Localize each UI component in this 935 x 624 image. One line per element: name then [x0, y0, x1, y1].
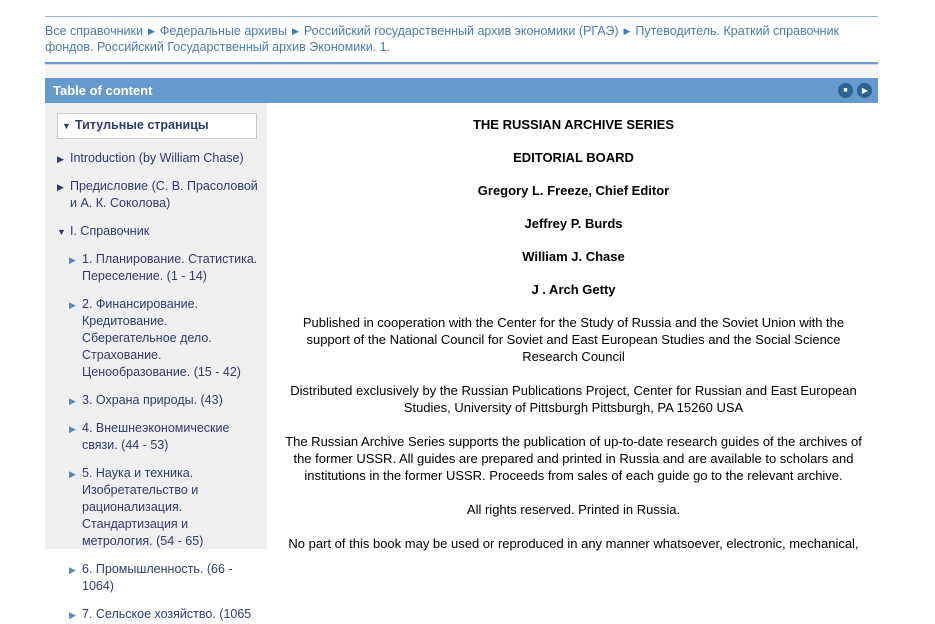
collapse-panel-button-icon: ■	[843, 87, 848, 94]
toc-item-label: 4. Внешнеэкономические связи. (44 - 53)	[82, 421, 230, 452]
toc-entry	[69, 296, 259, 381]
toc-item-1[interactable]	[57, 150, 259, 167]
breadcrumb-link-1[interactable]: Федеральные архивы	[159, 24, 287, 38]
chevron-right-icon: ▶	[69, 300, 76, 310]
breadcrumb-link-0[interactable]: Все справочники	[45, 24, 143, 38]
breadcrumb-link-3[interactable]: Путеводитель. Краткий справочник фондов. Российский Государственный архив Экономики. 1.	[45, 24, 840, 54]
toc-sidebar	[45, 103, 267, 621]
content-paragraph: All rights reserved. Printed in Russia.	[466, 502, 681, 517]
toc-item-3-1[interactable]	[69, 296, 259, 381]
toc-item-3-2[interactable]	[69, 392, 259, 409]
toc-item-label: I. Справочник	[70, 224, 150, 238]
next-page-button-icon: ▶	[861, 85, 869, 95]
toc-subtree	[57, 251, 259, 623]
toc-item-label: Предисловие (С. В. Прасоловой и А. К. Соколова)	[70, 179, 258, 210]
breadcrumb-link-2[interactable]: Российский государственный архив экономики (РГАЭ)	[303, 24, 619, 38]
toc-entry	[57, 223, 259, 623]
page-viewport	[0, 16, 935, 621]
breadcrumb-separator-icon: ▶	[147, 26, 155, 36]
toc-item-label: 5. Наука и техника. Изобретательство и рационализация. Стандартизация и метрология. (54 - 65)	[82, 466, 204, 548]
toc-item-3-5[interactable]	[69, 561, 259, 595]
panel-body	[45, 103, 878, 621]
chevron-right-icon: ▶	[69, 565, 76, 575]
chevron-down-icon: ▼	[62, 121, 71, 131]
toc-entry	[57, 113, 259, 139]
toc-tree	[45, 113, 267, 623]
toc-item-label: Титульные страницы	[75, 118, 209, 132]
toc-entry	[69, 392, 259, 409]
panel-header	[45, 78, 878, 103]
panel-buttons	[838, 83, 872, 98]
content-heading: Jeffrey P. Burds	[524, 216, 623, 231]
content-paragraph: The Russian Archive Series supports the publication of up-to-date research guides of the archives of the former USSR. All guides are prepared and printed in Russia and are available to scholars and institutions in the former USSR. Proceeds from sales of each guide go to the relevant archive.	[285, 434, 862, 483]
chevron-down-icon: ▼	[57, 227, 66, 237]
content-heading: THE RUSSIAN ARCHIVE SERIES	[472, 117, 675, 132]
toc-item-label: 2. Финансирование. Кредитование. Сберегательное дело. Страхование. Ценообразование. (15 - 42)	[82, 297, 241, 379]
toc-item-label: 3. Охрана природы. (43)	[82, 393, 223, 407]
chevron-right-icon: ▶	[69, 424, 76, 434]
chevron-right-icon: ▶	[69, 469, 76, 479]
document-content	[267, 103, 878, 549]
breadcrumb-separator-icon: ▶	[291, 26, 299, 36]
toc-item-3-6[interactable]	[69, 606, 259, 623]
toc-item-3-4[interactable]	[69, 465, 259, 550]
toc-item-3[interactable]	[57, 223, 259, 240]
chevron-right-icon: ▶	[57, 182, 64, 192]
toc-item-label: 1. Планирование. Статистика. Переселение. (1 - 14)	[82, 252, 258, 283]
toc-entry	[69, 465, 259, 550]
toc-item-label: 7. Сельское хозяйство. (1065	[82, 607, 252, 621]
content-heading: William J. Chase	[522, 249, 625, 264]
toc-item-2[interactable]	[57, 178, 259, 212]
chevron-right-icon: ▶	[69, 396, 76, 406]
breadcrumb-separator-icon: ▶	[623, 26, 631, 36]
chevron-right-icon: ▶	[57, 154, 64, 164]
next-page-button[interactable]	[857, 83, 872, 98]
toc-entry	[69, 561, 259, 595]
panel-title: Table of content	[53, 83, 153, 98]
toc-item-label: 6. Промышленность. (66 - 1064)	[82, 562, 233, 593]
toc-entry	[57, 178, 259, 212]
toolbar-strip	[45, 64, 878, 78]
content-paragraph: No part of this book may be used or reproduced in any manner whatsoever, electronic, mechanical,	[288, 536, 859, 551]
breadcrumb	[45, 17, 878, 64]
content-heading: Gregory L. Freeze, Chief Editor	[477, 183, 670, 198]
chevron-right-icon: ▶	[69, 255, 76, 265]
toc-entry	[69, 420, 259, 454]
content-heading: EDITORIAL BOARD	[513, 150, 634, 165]
chevron-right-icon: ▶	[69, 610, 76, 620]
toc-item-3-3[interactable]	[69, 420, 259, 454]
toc-item-3-0[interactable]	[69, 251, 259, 285]
toc-entry	[69, 606, 259, 623]
collapse-panel-button[interactable]	[838, 83, 853, 98]
content-paragraph: Distributed exclusively by the Russian Publications Project, Center for Russian and East European Studies, University of Pittsburgh Pittsburgh, PA 15260 USA	[290, 383, 857, 415]
content-heading: J . Arch Getty	[531, 282, 616, 297]
toc-entry	[57, 150, 259, 167]
toc-entry	[69, 251, 259, 285]
content-paragraph: Published in cooperation with the Center for the Study of Russia and the Soviet Union with the support of the National Council for Soviet and East European Studies and the Social Science Research Council	[302, 315, 845, 364]
page-container	[45, 16, 878, 621]
toc-item-0[interactable]	[57, 113, 257, 139]
toc-item-label: Introduction (by William Chase)	[70, 151, 244, 165]
